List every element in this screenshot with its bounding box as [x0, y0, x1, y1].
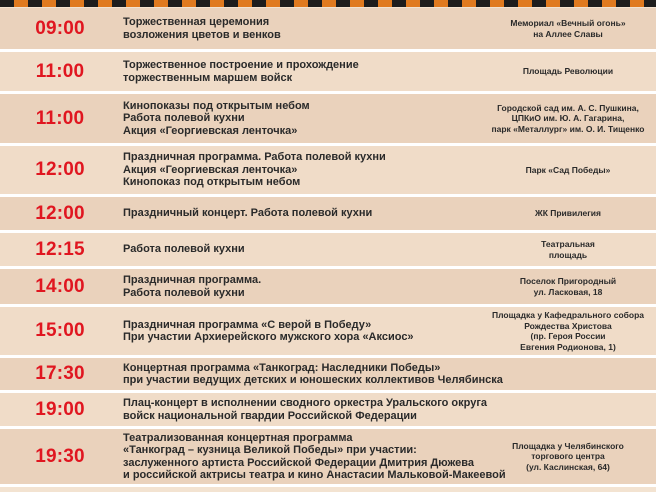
event-line: Театрализованная концертная программа	[123, 431, 353, 444]
venue-line: Площадь Революции	[522, 66, 614, 77]
venue-line: Евгения Родионова, 1)	[520, 341, 616, 352]
event-line: при участии ведущих детских и юношеских коллективов Челябинска	[123, 374, 503, 386]
event-description	[123, 429, 506, 484]
event-venue	[484, 94, 652, 143]
event-venue	[484, 52, 652, 91]
event-description	[123, 94, 493, 143]
event-line: Плац-концерт в исполнении сводного оркестра Уральского округа	[123, 397, 488, 409]
event-time: 11:00	[35, 107, 85, 129]
event-venue	[484, 146, 652, 194]
event-description	[123, 269, 493, 304]
event-line: «Танкоград – кузница Великой Победы» при участии:	[123, 444, 417, 456]
event-description	[123, 146, 493, 194]
event-description	[123, 307, 493, 355]
event-line: возложения цветов и венков	[123, 28, 281, 41]
event-line: Праздничная программа. Работа полевой кухни	[123, 151, 386, 164]
venue-line: (пр. Героя России	[530, 331, 606, 341]
event-description	[123, 393, 493, 426]
venue-line: Мемориал «Вечный огонь»	[510, 18, 626, 28]
event-line: торжественным маршем войск	[123, 71, 293, 84]
schedule-row	[0, 8, 656, 52]
event-line: Концертная программа «Танкоград: Наследники Победы»	[123, 361, 441, 374]
venue-line: ЦПКиО им. Ю. А. Гагарина,	[511, 113, 625, 124]
schedule-table	[0, 8, 656, 487]
event-time: 19:30	[35, 445, 85, 467]
event-venue	[484, 358, 652, 390]
schedule-row	[0, 146, 656, 197]
event-venue	[484, 393, 652, 426]
schedule-row	[0, 197, 656, 233]
venue-line: торгового центра	[531, 451, 605, 462]
venue-line: Театральная	[541, 239, 595, 249]
venue-line: Площадка у Кафедрального собора	[491, 310, 645, 320]
schedule-row	[0, 358, 656, 393]
venue-line: (ул. Каслинская, 64)	[526, 461, 610, 472]
event-line: и российской актрисы театра и кино Анастасии Мальковой-Макеевой	[123, 469, 506, 481]
event-venue	[484, 233, 652, 266]
schedule-row	[0, 52, 656, 94]
event-time: 12:15	[35, 238, 85, 260]
event-line: Праздничная программа.	[123, 274, 262, 286]
event-description	[123, 233, 493, 266]
event-venue	[484, 307, 652, 355]
event-line: Праздничная программа «С верой в Победу»	[123, 318, 372, 331]
venue-line: ул. Ласковая, 18	[533, 286, 603, 297]
event-time: 09:00	[35, 17, 85, 39]
event-venue	[484, 197, 652, 230]
event-time: 12:00	[35, 202, 85, 224]
st-george-ribbon	[0, 0, 656, 7]
schedule-row	[0, 233, 656, 269]
event-time: 11:00	[35, 60, 85, 82]
event-time: 15:00	[35, 320, 85, 341]
event-description	[123, 52, 493, 91]
schedule-row	[0, 94, 656, 146]
event-venue	[484, 8, 652, 49]
event-venue	[484, 269, 652, 304]
venue-line: парк «Металлург» им. О. И. Тищенко	[491, 123, 645, 134]
event-description	[123, 8, 493, 49]
event-line: Акция «Георгиевская ленточка»	[123, 163, 298, 176]
event-line: заслуженного артиста Российской Федерации Дмитрия Дюжева	[123, 456, 475, 469]
venue-line: Городской сад им. А. С. Пушкина,	[497, 102, 639, 113]
event-line: Работа полевой кухни	[123, 286, 245, 299]
event-description	[123, 358, 503, 390]
venue-line: Парк «Сад Победы»	[525, 164, 611, 175]
venue-line: Площадка у Челябинского	[512, 440, 624, 451]
event-line: Кинопоказы под открытым небом	[123, 99, 310, 112]
event-line: Торжественная церемония	[123, 16, 270, 28]
venue-line: на Аллее Славы	[533, 28, 603, 39]
event-line: войск национальной гвардии Российской Федерации	[123, 409, 417, 422]
venue-line: Рождества Христова	[524, 320, 612, 331]
schedule-row	[0, 429, 656, 487]
venue-line: ЖК Привилегия	[535, 208, 601, 219]
schedule-row	[0, 269, 656, 307]
event-time: 14:00	[35, 275, 85, 297]
event-line: Акция «Георгиевская ленточка»	[123, 124, 298, 137]
event-line: Работа полевой кухни	[123, 243, 245, 256]
schedule-row	[0, 393, 656, 429]
event-line: Кинопоказ под открытым небом	[123, 176, 301, 189]
event-venue	[484, 429, 652, 484]
event-time: 19:00	[35, 398, 85, 420]
event-line: При участии Архиерейского мужского хора «Аксиос»	[123, 331, 414, 343]
schedule-row	[0, 307, 656, 358]
venue-line: площадь	[548, 249, 588, 260]
event-line: Торжественное построение и прохождение	[123, 59, 359, 71]
event-line: Работа полевой кухни	[123, 112, 245, 125]
venue-line: Поселок Пригородный	[519, 276, 617, 286]
event-line: Праздничный концерт. Работа полевой кухни	[123, 207, 373, 220]
event-description	[123, 197, 493, 230]
event-time: 17:30	[35, 363, 85, 384]
event-time: 12:00	[35, 159, 85, 180]
